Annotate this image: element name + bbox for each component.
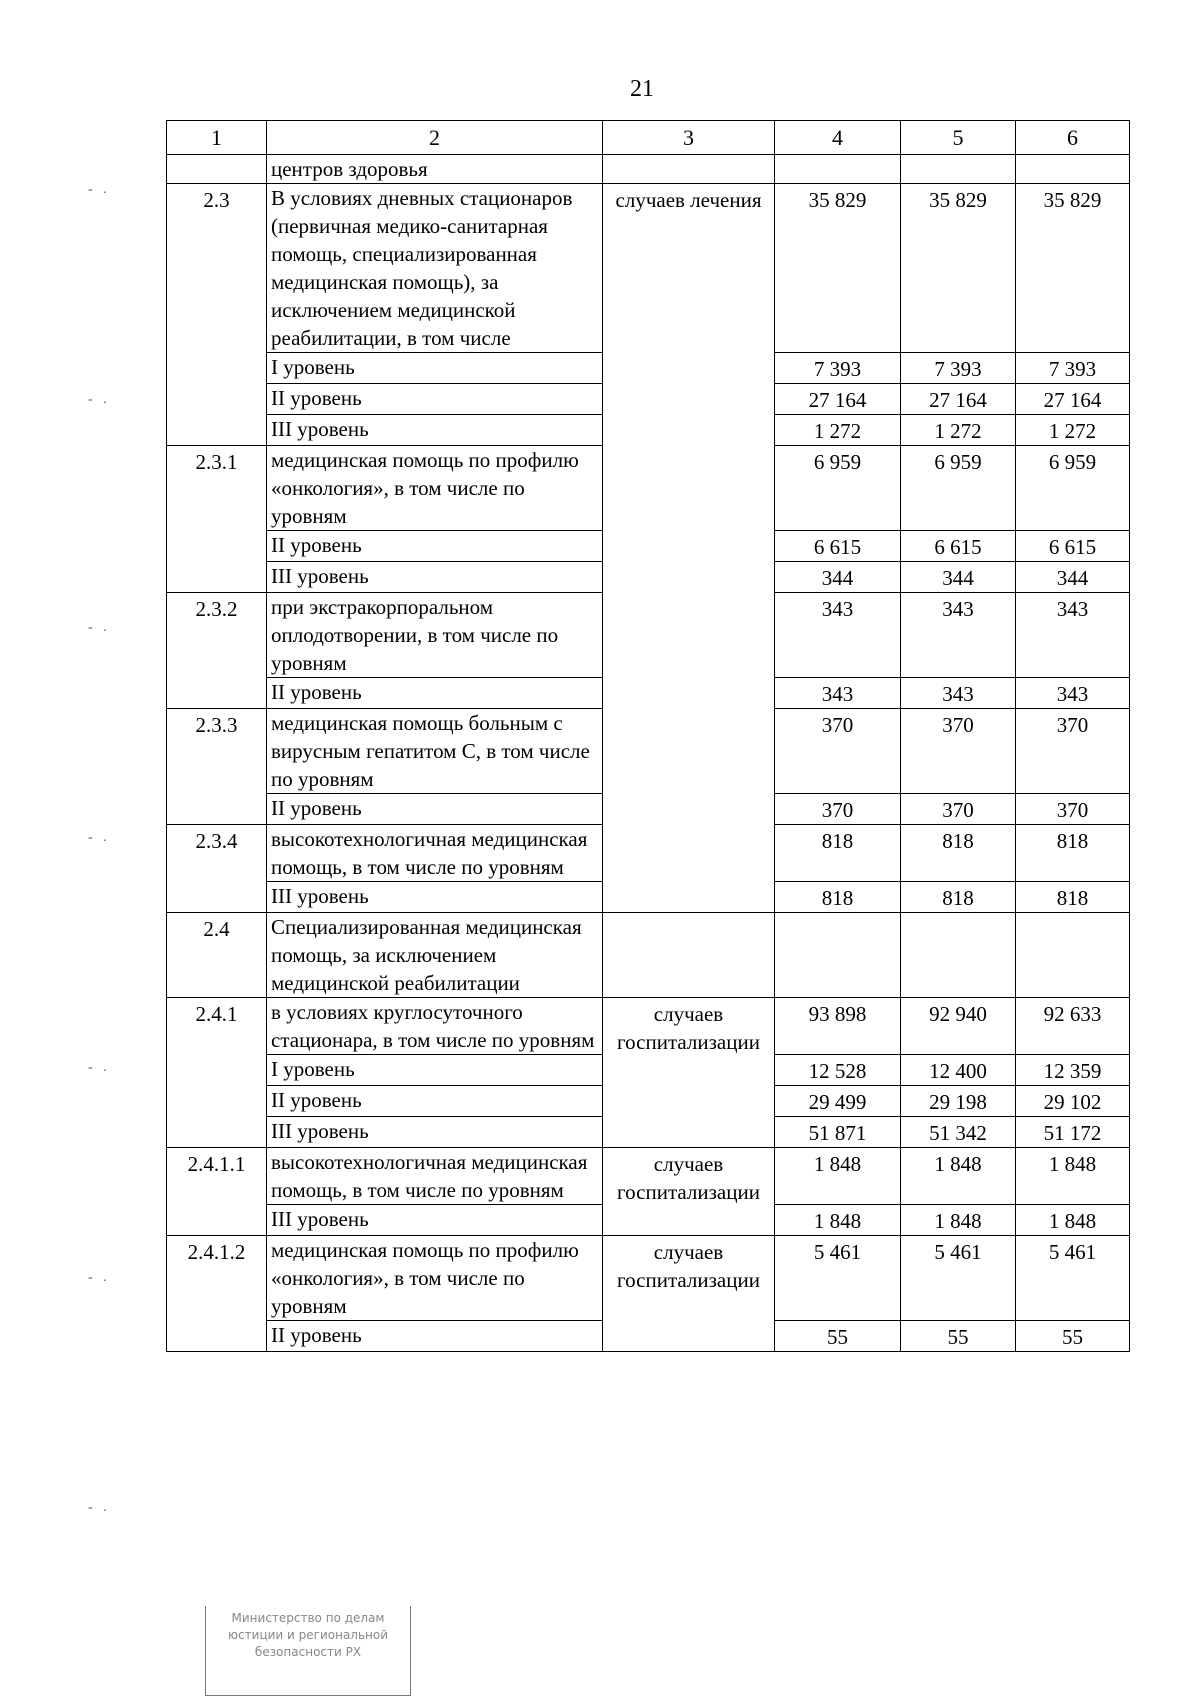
cell-value: 818 bbox=[775, 882, 901, 913]
cell-name: медицинская помощь по профилю «онкология», в том числе по уровням bbox=[267, 446, 603, 531]
cell-value: 370 bbox=[775, 709, 901, 794]
cell-value: 1 272 bbox=[775, 415, 901, 446]
cell-value: 1 848 bbox=[1016, 1205, 1130, 1236]
cell-value: 343 bbox=[901, 678, 1016, 709]
page-number: 21 bbox=[630, 76, 654, 102]
cell-value: 5 461 bbox=[901, 1236, 1016, 1321]
margin-mark: - . bbox=[88, 1060, 107, 1075]
cell-name: III уровень bbox=[267, 1117, 603, 1148]
table-row bbox=[167, 1236, 1130, 1321]
cell-value: 5 461 bbox=[1016, 1236, 1130, 1321]
cell-value: 12 400 bbox=[901, 1055, 1016, 1086]
stamp-line: безопасности РХ bbox=[254, 1645, 362, 1659]
table-row bbox=[167, 155, 1130, 184]
cell-value: 35 829 bbox=[1016, 184, 1130, 353]
cell-value: 29 102 bbox=[1016, 1086, 1130, 1117]
cell-number: 2.4.1 bbox=[167, 998, 267, 1148]
cell-number: 2.3.3 bbox=[167, 709, 267, 825]
cell-number: 2.3.4 bbox=[167, 825, 267, 913]
cell-name: II уровень bbox=[267, 531, 603, 562]
cell-value bbox=[1016, 155, 1130, 184]
cell-unit: случаев госпитализации bbox=[603, 1236, 775, 1352]
cell-value bbox=[775, 913, 901, 998]
cell-value bbox=[775, 155, 901, 184]
header-cell: 6 bbox=[1016, 121, 1130, 155]
cell-value bbox=[901, 155, 1016, 184]
cell-value: 7 393 bbox=[775, 353, 901, 384]
cell-number: 2.3.2 bbox=[167, 593, 267, 709]
data-table bbox=[166, 120, 1130, 1352]
cell-number: 2.4.1.2 bbox=[167, 1236, 267, 1352]
cell-value: 343 bbox=[901, 593, 1016, 678]
registration-stamp bbox=[205, 1606, 411, 1696]
table-row bbox=[167, 998, 1130, 1055]
cell-value: 1 848 bbox=[901, 1205, 1016, 1236]
cell-value: 12 359 bbox=[1016, 1055, 1130, 1086]
cell-value: 51 172 bbox=[1016, 1117, 1130, 1148]
cell-number: 2.4.1.1 bbox=[167, 1148, 267, 1236]
cell-value: 6 615 bbox=[775, 531, 901, 562]
cell-value: 1 848 bbox=[775, 1205, 901, 1236]
cell-value: 6 959 bbox=[1016, 446, 1130, 531]
cell-name: Специализированная медицинская помощь, за исключением медицинской реабилитации bbox=[267, 913, 603, 998]
cell-value: 6 615 bbox=[901, 531, 1016, 562]
cell-value: 818 bbox=[901, 882, 1016, 913]
cell-value: 818 bbox=[1016, 882, 1130, 913]
cell-value: 92 940 bbox=[901, 998, 1016, 1055]
stamp-line: Министерство по делам bbox=[231, 1611, 385, 1625]
cell-value: 343 bbox=[775, 593, 901, 678]
cell-unit bbox=[603, 913, 775, 998]
cell-value: 344 bbox=[775, 562, 901, 593]
cell-value: 343 bbox=[1016, 593, 1130, 678]
cell-value: 344 bbox=[1016, 562, 1130, 593]
cell-name: I уровень bbox=[267, 353, 603, 384]
cell-value: 343 bbox=[775, 678, 901, 709]
cell-value: 55 bbox=[1016, 1321, 1130, 1352]
cell-value: 370 bbox=[1016, 709, 1130, 794]
cell-value: 27 164 bbox=[775, 384, 901, 415]
cell-name: В условиях дневных стационаров (первичная медико-санитарная помощь, специализированная медицинская помощь), за исключением медицинской реабилитации, в том числе bbox=[267, 184, 603, 353]
cell-value: 370 bbox=[901, 794, 1016, 825]
cell-value: 51 342 bbox=[901, 1117, 1016, 1148]
header-cell: 1 bbox=[167, 121, 267, 155]
cell-value: 370 bbox=[1016, 794, 1130, 825]
cell-value: 5 461 bbox=[775, 1236, 901, 1321]
cell-name: II уровень bbox=[267, 794, 603, 825]
cell-value: 1 848 bbox=[1016, 1148, 1130, 1205]
cell-value: 55 bbox=[775, 1321, 901, 1352]
cell-name: при экстракорпоральном оплодотворении, в том числе по уровням bbox=[267, 593, 603, 678]
cell-value: 35 829 bbox=[901, 184, 1016, 353]
cell-unit bbox=[603, 155, 775, 184]
cell-number: 2.4 bbox=[167, 913, 267, 998]
cell-value: 6 959 bbox=[901, 446, 1016, 531]
cell-value: 7 393 bbox=[901, 353, 1016, 384]
cell-value: 343 bbox=[1016, 678, 1130, 709]
cell-value: 29 499 bbox=[775, 1086, 901, 1117]
stamp-line: юстиции и региональной bbox=[227, 1628, 389, 1642]
cell-number: 2.3.1 bbox=[167, 446, 267, 593]
cell-value: 93 898 bbox=[775, 998, 901, 1055]
margin-mark: - . bbox=[88, 830, 107, 845]
cell-name: в условиях круглосуточного стационара, в том числе по уровням bbox=[267, 998, 603, 1055]
cell-value: 1 272 bbox=[901, 415, 1016, 446]
table-row bbox=[167, 184, 1130, 353]
cell-name: II уровень bbox=[267, 1321, 603, 1352]
cell-value: 27 164 bbox=[1016, 384, 1130, 415]
cell-value: 27 164 bbox=[901, 384, 1016, 415]
cell-number: 2.3 bbox=[167, 184, 267, 446]
cell-value: 344 bbox=[901, 562, 1016, 593]
header-cell: 5 bbox=[901, 121, 1016, 155]
cell-value: 7 393 bbox=[1016, 353, 1130, 384]
cell-value: 6 959 bbox=[775, 446, 901, 531]
cell-value: 370 bbox=[901, 709, 1016, 794]
cell-name: III уровень bbox=[267, 882, 603, 913]
cell-number bbox=[167, 155, 267, 184]
header-cell: 3 bbox=[603, 121, 775, 155]
cell-name: медицинская помощь больным с вирусным гепатитом С, в том числе по уровням bbox=[267, 709, 603, 794]
cell-value: 35 829 bbox=[775, 184, 901, 353]
header-cell: 4 bbox=[775, 121, 901, 155]
cell-value: 1 848 bbox=[775, 1148, 901, 1205]
margin-mark: - . bbox=[88, 1270, 107, 1285]
cell-name: II уровень bbox=[267, 678, 603, 709]
header-row bbox=[167, 121, 1130, 155]
cell-value: 51 871 bbox=[775, 1117, 901, 1148]
margin-mark: - . bbox=[88, 182, 107, 197]
cell-value: 1 272 bbox=[1016, 415, 1130, 446]
cell-value: 92 633 bbox=[1016, 998, 1130, 1055]
table-row bbox=[167, 913, 1130, 998]
cell-name: медицинская помощь по профилю «онкология», в том числе по уровням bbox=[267, 1236, 603, 1321]
cell-value bbox=[1016, 913, 1130, 998]
cell-name: III уровень bbox=[267, 415, 603, 446]
cell-unit: случаев госпитализации bbox=[603, 998, 775, 1148]
cell-name: II уровень bbox=[267, 384, 603, 415]
cell-value: 818 bbox=[1016, 825, 1130, 882]
cell-unit: случаев госпитализации bbox=[603, 1148, 775, 1236]
cell-name: III уровень bbox=[267, 1205, 603, 1236]
table-row bbox=[167, 1148, 1130, 1205]
cell-name: III уровень bbox=[267, 562, 603, 593]
cell-value: 12 528 bbox=[775, 1055, 901, 1086]
margin-mark: - . bbox=[88, 392, 107, 407]
cell-value: 29 198 bbox=[901, 1086, 1016, 1117]
cell-value: 370 bbox=[775, 794, 901, 825]
cell-unit: случаев лечения bbox=[603, 184, 775, 913]
cell-name: высокотехнологичная медицинская помощь, в том числе по уровням bbox=[267, 1148, 603, 1205]
cell-value: 1 848 bbox=[901, 1148, 1016, 1205]
cell-value bbox=[901, 913, 1016, 998]
cell-name: высокотехнологичная медицинская помощь, в том числе по уровням bbox=[267, 825, 603, 882]
cell-name: I уровень bbox=[267, 1055, 603, 1086]
cell-name: центров здоровья bbox=[267, 155, 603, 184]
margin-mark: - . bbox=[88, 1500, 107, 1515]
cell-name: II уровень bbox=[267, 1086, 603, 1117]
margin-mark: - . bbox=[88, 620, 107, 635]
cell-value: 818 bbox=[901, 825, 1016, 882]
cell-value: 55 bbox=[901, 1321, 1016, 1352]
cell-value: 818 bbox=[775, 825, 901, 882]
cell-value: 6 615 bbox=[1016, 531, 1130, 562]
header-cell: 2 bbox=[267, 121, 603, 155]
